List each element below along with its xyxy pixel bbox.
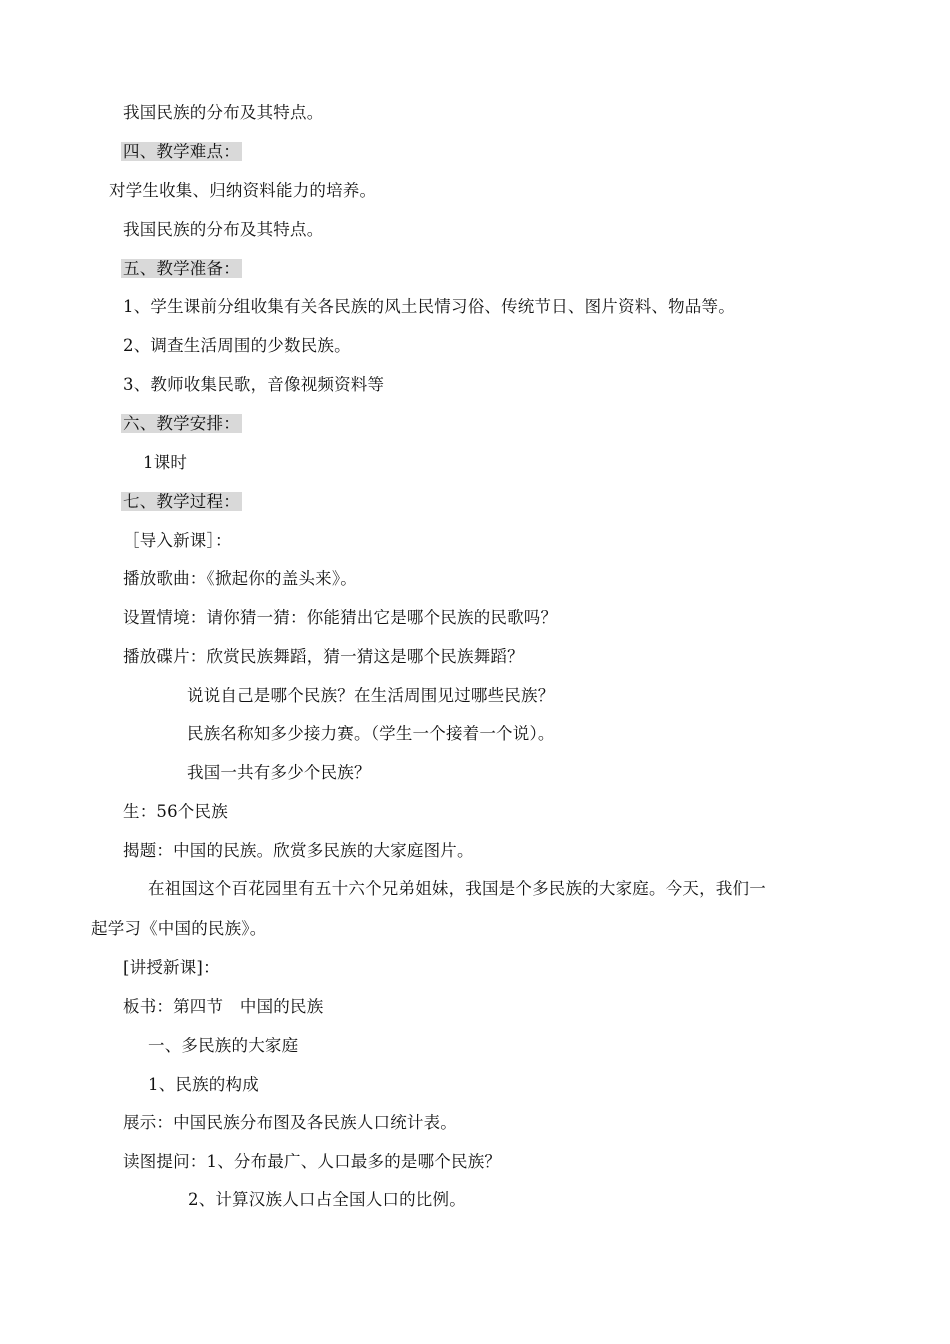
text-line: 说说自己是哪个民族？在生活周围见过哪些民族？ xyxy=(187,686,555,705)
text-line: 我国民族的分布及其特点。 xyxy=(123,103,324,122)
text-line: 在祖国这个百花园里有五十六个兄弟姐妹，我国是个多民族的大家庭。今天，我们一 xyxy=(148,879,766,898)
text-line: 对学生收集、归纳资料能力的培养。 xyxy=(109,181,377,200)
text-line: 1、学生课前分组收集有关各民族的风土民情习俗、传统节日、图片资料、物品等。 xyxy=(123,297,735,316)
text-line: 设置情境：请你猜一猜：你能猜出它是哪个民族的民歌吗？ xyxy=(123,608,558,627)
text-line: 2、计算汉族人口占全国人口的比例。 xyxy=(188,1190,466,1209)
text-line: 民族名称知多少接力赛。（学生一个接着一个说）。 xyxy=(187,724,555,743)
text-line: 起学习《中国的民族》。 xyxy=(91,919,267,938)
text-line: 展示：中国民族分布图及各民族人口统计表。 xyxy=(123,1113,457,1132)
text-line: 生：56个民族 xyxy=(123,802,228,821)
text-line: 我国一共有多少个民族？ xyxy=(187,763,371,782)
section-heading xyxy=(121,140,242,164)
text-line: 我国民族的分布及其特点。 xyxy=(123,220,324,239)
heading-highlight: 七、教学过程： xyxy=(123,492,240,511)
text-line: ［导入新课］： xyxy=(123,531,232,550)
text-line: 1课时 xyxy=(143,453,188,472)
text-line: 3、教师收集民歌，音像视频资料等 xyxy=(123,375,385,394)
section-heading xyxy=(121,490,242,514)
text-line: 读图提问：1、分布最广、人口最多的是哪个民族？ xyxy=(123,1152,502,1171)
text-line: 播放歌曲：《掀起你的盖头来》。 xyxy=(123,569,357,588)
heading-highlight: 六、教学安排： xyxy=(123,414,240,433)
heading-highlight: 五、教学准备： xyxy=(123,259,240,278)
section-heading xyxy=(121,257,242,281)
section-heading xyxy=(121,412,242,436)
text-line: 播放碟片：欣赏民族舞蹈，猜一猜这是哪个民族舞蹈？ xyxy=(123,647,524,666)
heading-highlight: 四、教学难点： xyxy=(123,142,240,161)
text-line: 1、民族的构成 xyxy=(148,1075,259,1094)
text-line: [讲授新课]： xyxy=(123,958,220,977)
text-line: 2、调查生活周围的少数民族。 xyxy=(123,336,351,355)
text-line: 揭题：中国的民族。欣赏多民族的大家庭图片。 xyxy=(123,841,474,860)
text-line: 板书：第四节 中国的民族 xyxy=(123,997,324,1016)
text-line: 一、多民族的大家庭 xyxy=(148,1036,299,1055)
